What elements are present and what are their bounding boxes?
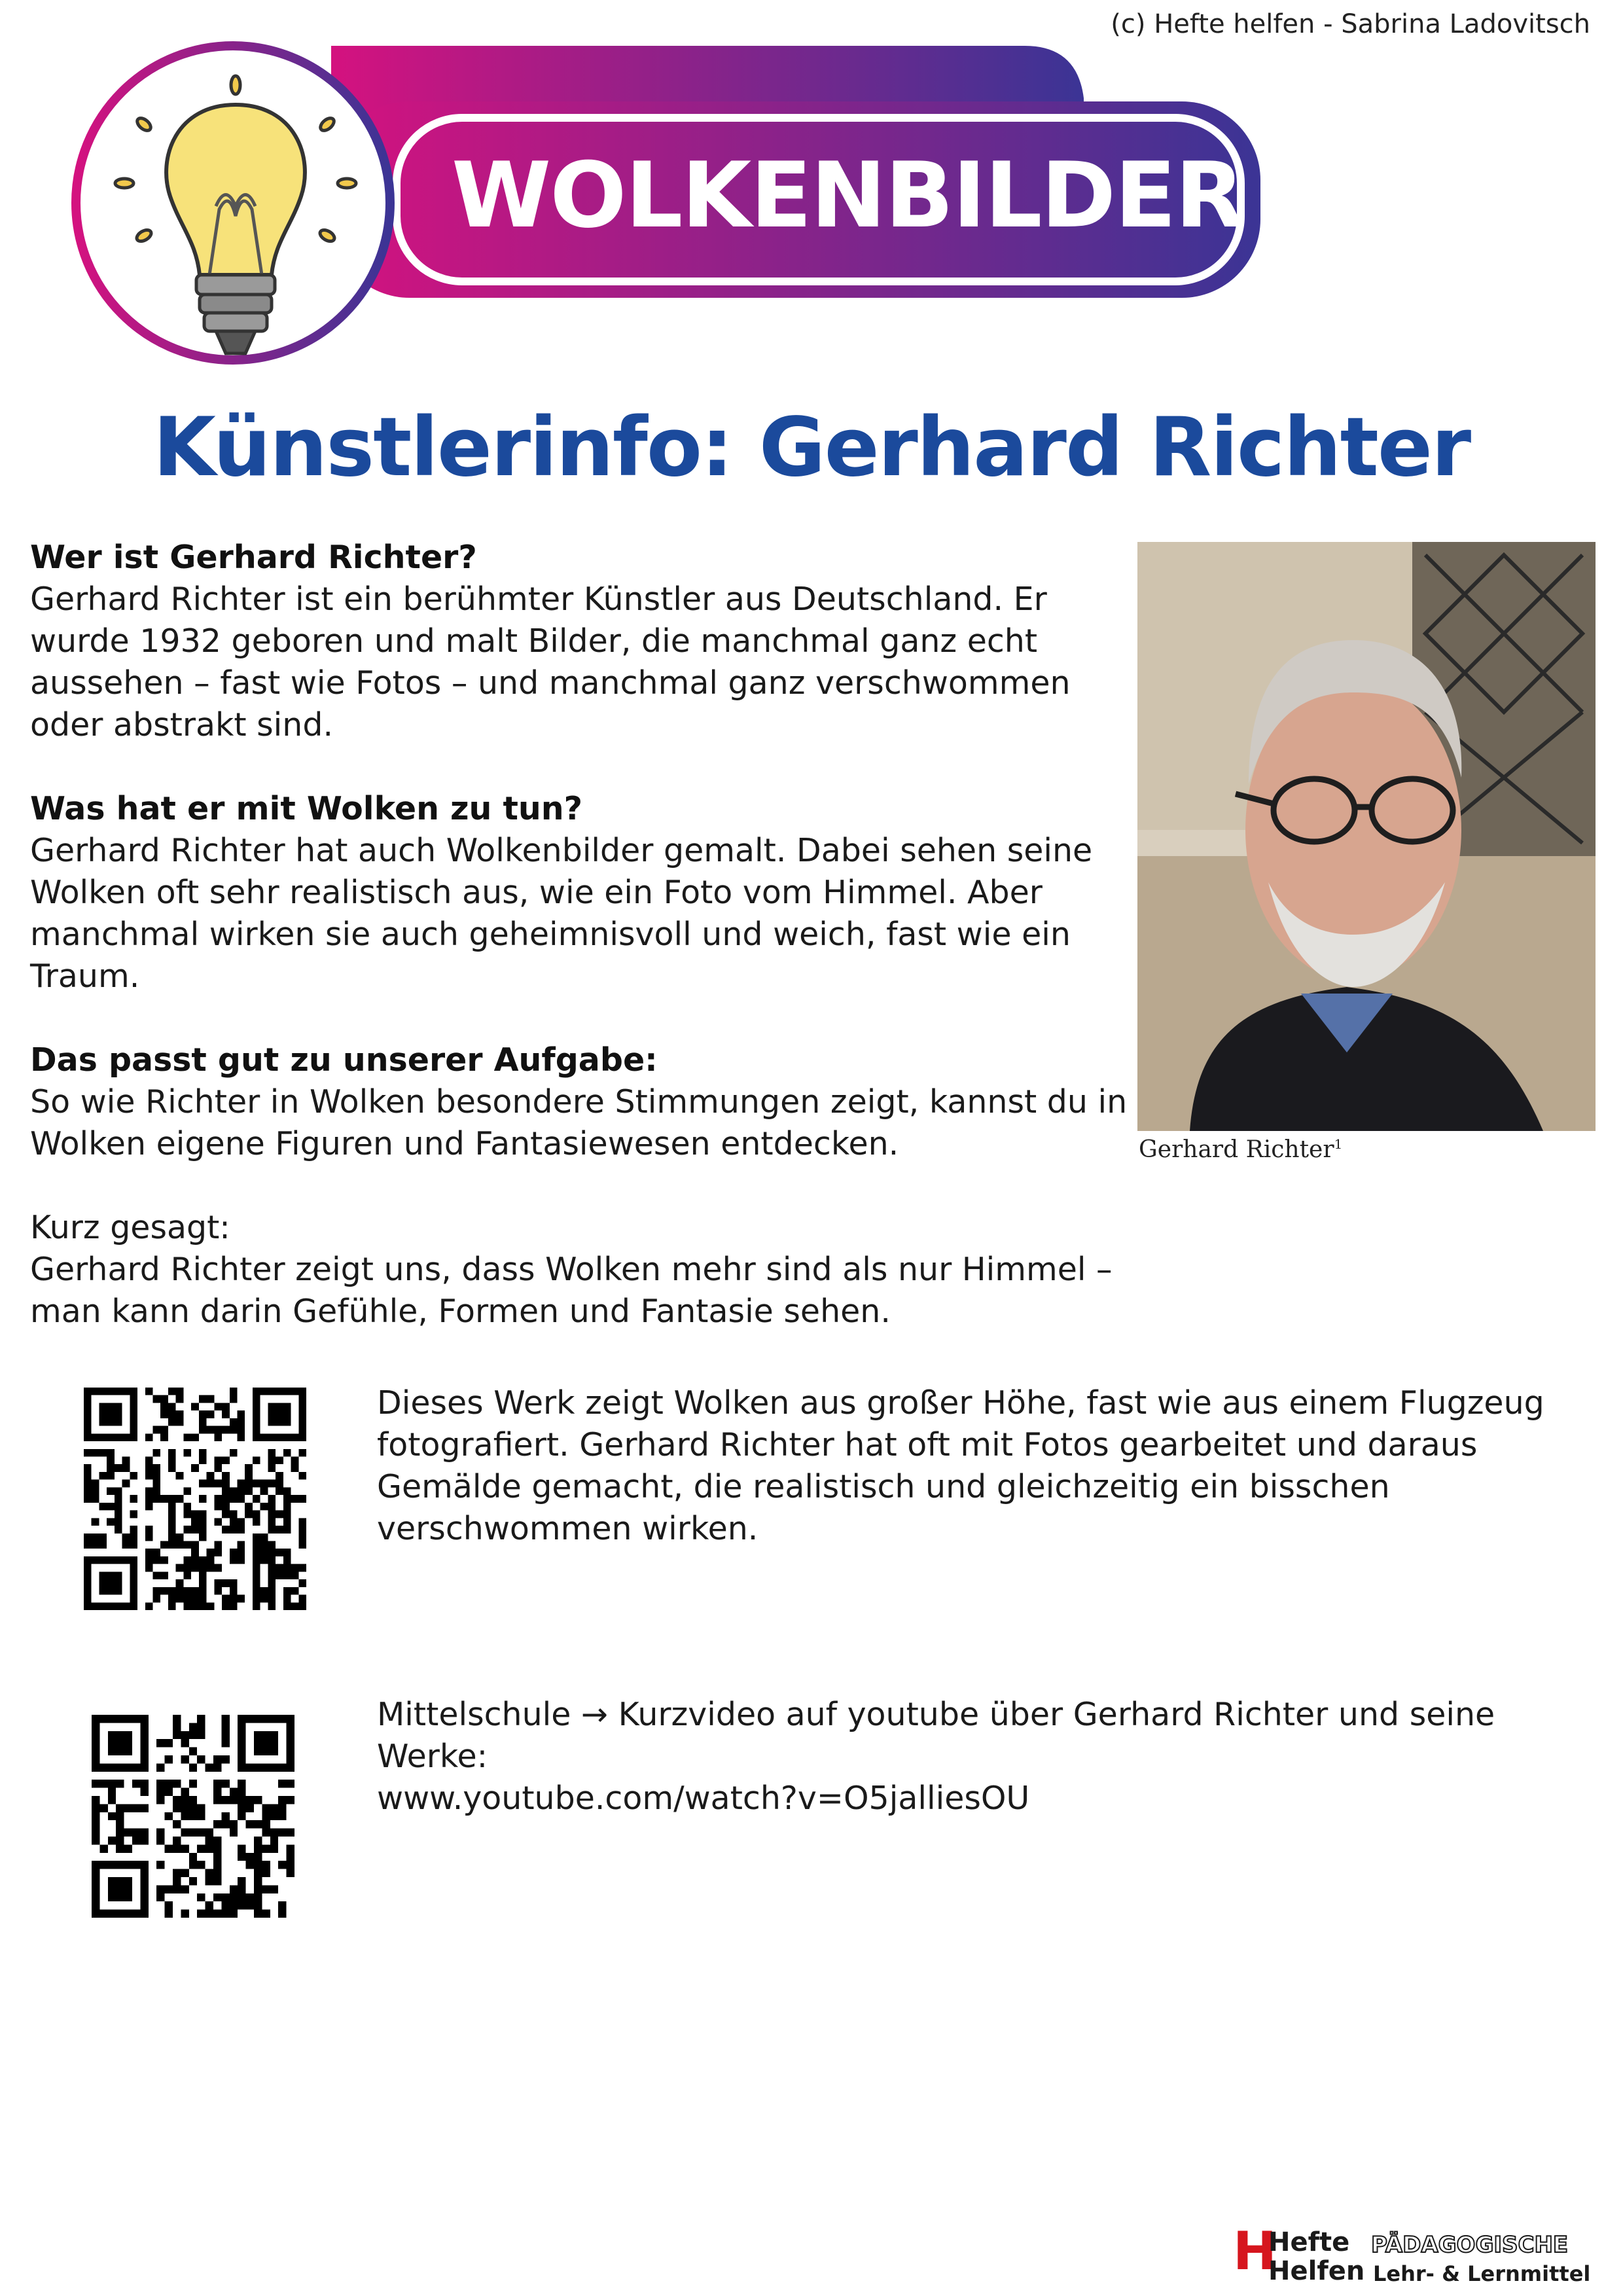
portrait-photo [1137, 542, 1596, 1131]
video-description: Mittelschule → Kurzvideo auf youtube über Gerhard Richter und seine Werke: [377, 1696, 1495, 1775]
publisher-logos [1230, 2222, 1597, 2294]
section-text: Gerhard Richter ist ein berühmter Künstler aus Deutschland. Er wurde 1932 geboren und malt Bilder, die manchmal ganz echt aussehen – fast wie Fotos – und manchmal ganz verschwommen oder abstrakt sind. [30, 581, 1071, 744]
section-clouds [30, 788, 1130, 997]
logo-paedagogische: PÄDAGOGISCHE [1371, 2232, 1569, 2258]
summary-label: Kurz gesagt: [30, 1209, 230, 1246]
qr-info-painting: Dieses Werk zeigt Wolken aus großer Höhe, fast wie aus einem Flugzeug fotografiert. Gerhard Richter hat oft mit Fotos gearbeitet und daraus Gemälde gemacht, die realistisch und gleichzeitig ein bisschen verschwommen wirken. [377, 1384, 1544, 1547]
intro-text-column [30, 537, 1130, 1374]
section-text: So wie Richter in Wolken besondere Stimmungen zeigt, kannst du in Wolken eigene Figuren und Fantasiewesen entdecken. [30, 1083, 1128, 1162]
qr-code-painting[interactable] [84, 1388, 306, 1610]
svg-text:H: H [1233, 2222, 1277, 2282]
logo-hefte: Hefte [1268, 2227, 1350, 2257]
caption-footnote: 1 [1334, 1136, 1343, 1152]
photo-caption [1139, 1136, 1342, 1163]
section-heading: Das passt gut zu unserer Aufgabe: [30, 1041, 658, 1079]
section-summary [30, 1207, 1130, 1333]
light-bulb-icon [98, 65, 373, 373]
copyright-notice: (c) Hefte helfen - Sabrina Ladovitsch [1111, 9, 1590, 39]
section-task [30, 1039, 1130, 1165]
caption-text: Gerhard Richter [1139, 1136, 1334, 1163]
qr-info-video [377, 1694, 1607, 1820]
section-heading: Was hat er mit Wolken zu tun? [30, 790, 583, 827]
section-who [30, 537, 1130, 746]
video-url[interactable]: www.youtube.com/watch?v=O5jalliesOU [377, 1780, 1030, 1817]
banner-title: WOLKENBILDER [452, 143, 1243, 248]
logo-helfen: Helfen [1268, 2256, 1365, 2286]
qr-code-video[interactable] [92, 1715, 294, 1918]
section-text: Gerhard Richter hat auch Wolkenbilder gemalt. Dabei sehen seine Wolken oft sehr realistisch aus, wie ein Foto vom Himmel. Aber manchmal wirken sie auch geheimnisvoll und weich, fast wie ein Traum. [30, 832, 1093, 995]
summary-text: Gerhard Richter zeigt uns, dass Wolken mehr sind als nur Himmel – man kann darin Gefühle, Formen und Fantasie sehen. [30, 1251, 1113, 1330]
section-heading: Wer ist Gerhard Richter? [30, 539, 477, 576]
page-title: Künstlerinfo: Gerhard Richter [152, 401, 1471, 495]
logo-lehrmittel: Lehr- & Lernmittel [1373, 2261, 1591, 2286]
